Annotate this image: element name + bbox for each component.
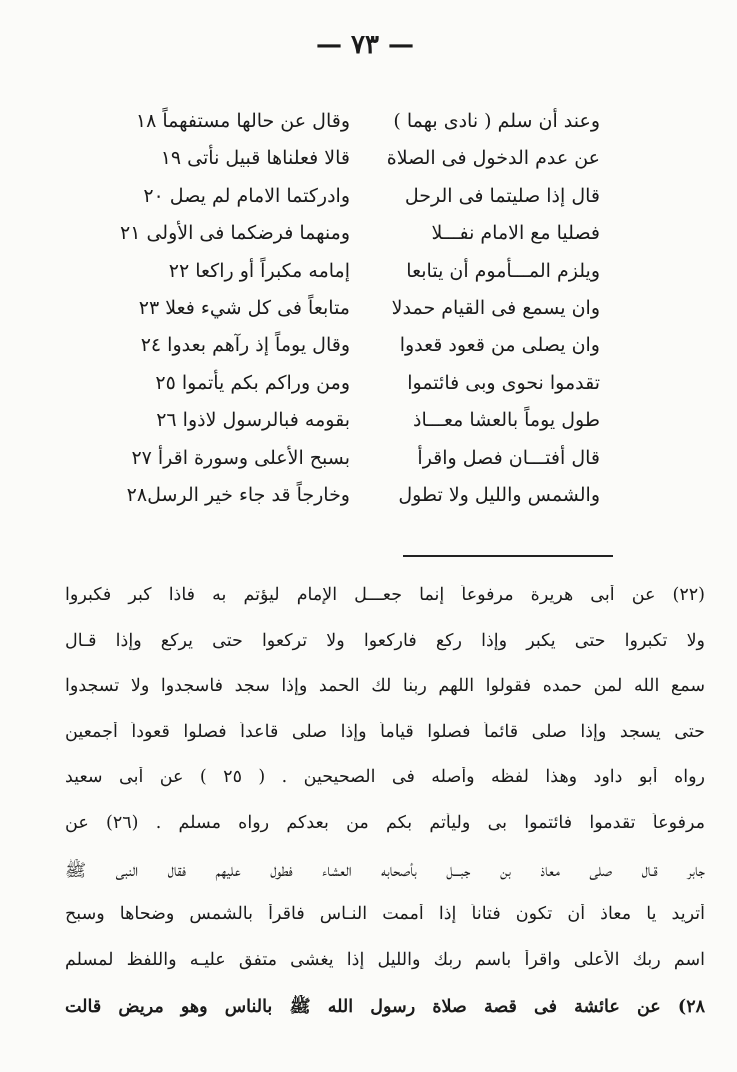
verse-first-hemistich: وان يصلى من قعود قعدوا <box>399 334 600 357</box>
verse-first-hemistich: ويلزم المـــأموم أن يتابعا <box>406 259 600 282</box>
verse-second-hemistich: ومن وراكم بكم يأتموا ٢٥ <box>155 371 350 394</box>
verse-first-hemistich: قال إذا صليتما فى الرحل <box>404 184 600 207</box>
verse-second-hemistich: بسبح الأعلى وسورة اقرأ ٢٧ <box>131 446 350 469</box>
verse-second-hemistich: وادركتما الامام لم يصل ٢٠ <box>143 184 350 207</box>
footnote-line: سمع الله لمن حمده فقولوا اللهم ربنا لك الحمد وإذا سجد فاسجدوا ولا تسجدوا <box>65 676 705 697</box>
verse-first-hemistich: فصليا مع الامام نفـــلا <box>431 222 600 245</box>
verse-row <box>110 147 600 184</box>
footnote-line: رواه أبو داود وهذا لفظه وأصله فى الصحيحين . ( ٢٥ ) عن أبى سعيد <box>65 767 705 788</box>
verse-row <box>110 222 600 259</box>
verse-row <box>110 185 600 222</box>
verse-first-hemistich: عن عدم الدخول فى الصلاة <box>386 147 600 170</box>
footnote-line: حتى يسجد وإذا صلى قائماً فصلوا قياماً وإذا صلى قاعداً فصلوا قعوداً أجمعين <box>65 721 705 742</box>
verse-second-hemistich: قالا فعلناها قبيل نأتى ١٩ <box>160 147 350 170</box>
footnote-line: ٢٨) عن عائشة فى قصة صلاة رسول الله ﷺ بالناس وهو مريض قالت <box>65 997 705 1018</box>
verse-row <box>110 372 600 409</box>
verse-second-hemistich: إمامه مكبراً أو راكعا ٢٢ <box>168 259 350 282</box>
verse-row <box>110 260 600 297</box>
verse-first-hemistich: تقدموا نحوى وبى فائتموا <box>407 371 600 394</box>
verse-first-hemistich: طول يوماً بالعشا معـــاذ <box>413 409 600 432</box>
verse-row <box>110 297 600 334</box>
footnote-line: ولا تكبروا حتى يكبر وإذا ركع فاركعوا ولا تركعوا حتى يركع وإذا قـال <box>65 630 705 651</box>
verse-row <box>110 409 600 446</box>
verse-second-hemistich: متابعاً فى كل شيء فعلا ٢٣ <box>138 296 350 319</box>
verse-row <box>110 484 600 521</box>
verse-row <box>110 110 600 147</box>
verse-second-hemistich: وقال يوماً إذ رآهم بعدوا ٢٤ <box>140 334 350 357</box>
footnote-line: اسم ربك الأعلى واقرأ باسم ربك والليل إذا يغشى متفق عليـه واللفظ لمسلم <box>65 949 705 970</box>
verse-first-hemistich: وعند أن سلم ( نادى بهما ) <box>393 110 600 132</box>
footnote-line: مرفوعاً تقدموا فائتموا بى وليأتم بكم من بعدكم رواه مسلم . (٢٦) عن <box>65 812 705 833</box>
page-number: — ٧٣ — <box>315 30 415 60</box>
verse-second-hemistich: وقال عن حالها مستفهماً ١٨ <box>135 110 350 132</box>
footnote-line: (٢٢) عن أبى هريرة مرفوعاً إنما جعـــل الإمام ليؤتم به فاذا كبر فكبروا <box>65 585 705 605</box>
poem-block <box>110 110 600 521</box>
footnote-separator <box>403 555 613 557</box>
verse-first-hemistich: قال أفتـــان فصل واقرأ <box>417 446 600 469</box>
footnotes-block <box>65 585 705 1041</box>
verse-second-hemistich: وخارجاً قد جاء خير الرسل٢٨ <box>126 483 350 506</box>
footnote-line: أتريد يا معاذ أن تكون فتاناً إذا أممت النـاس فاقرأ بالشمس وضحاها وسبح <box>65 904 705 925</box>
verse-row <box>110 447 600 484</box>
verse-second-hemistich: بقومه فبالرسول لاذوا ٢٦ <box>156 409 350 432</box>
verse-row <box>110 334 600 371</box>
verse-second-hemistich: ومنهما فرضكما فى الأولى ٢١ <box>120 222 350 245</box>
verse-first-hemistich: وان يسمع فى القيام حمدلا <box>391 296 600 319</box>
footnote-line: جابر قـال صلى معاذ بن جبـــل بأصحابه العشاء فطول عليهم فقال النبى ﷺ <box>65 860 705 881</box>
verse-first-hemistich: والشمس والليل ولا تطول <box>398 483 600 506</box>
